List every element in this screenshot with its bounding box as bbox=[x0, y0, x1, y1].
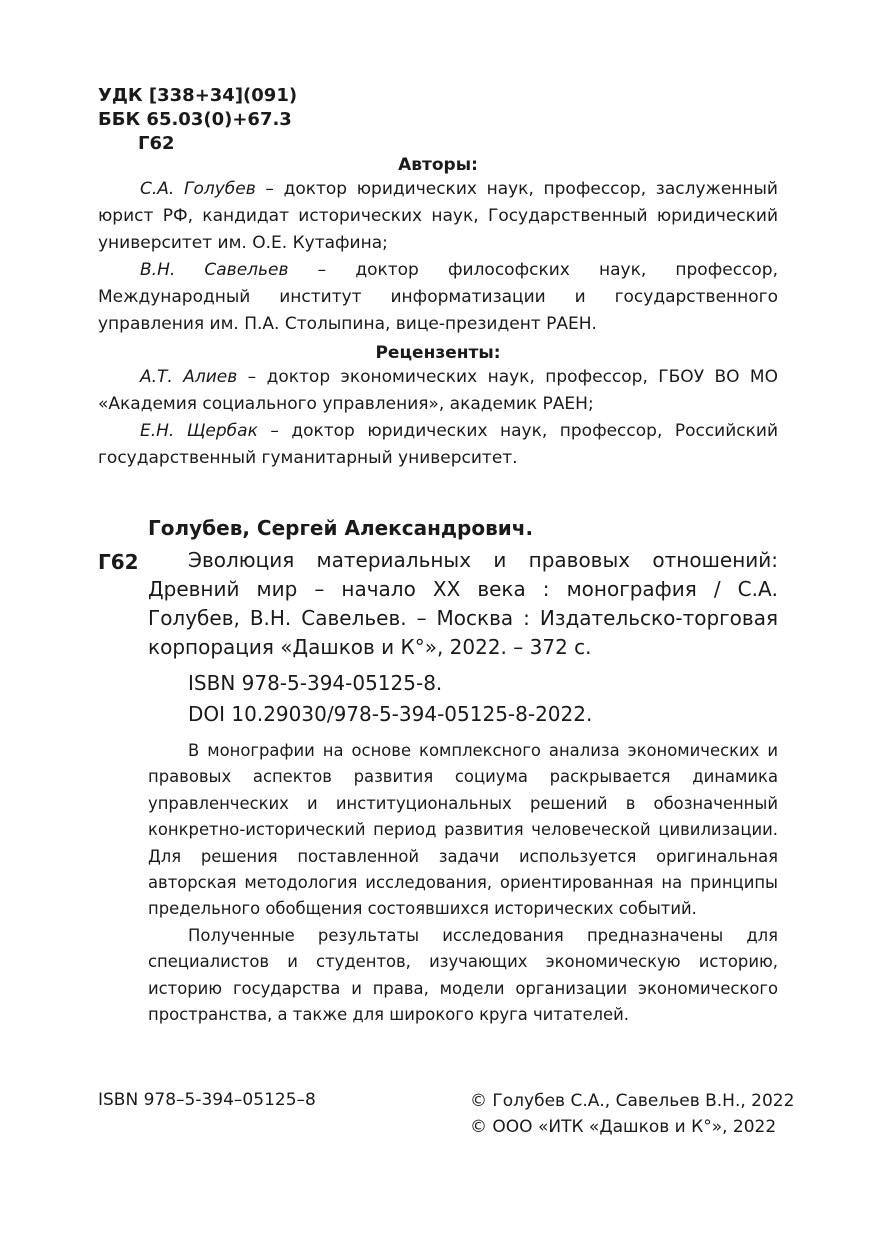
doi-line: DOI 10.29030/978-5-394-05125-8-2022. bbox=[188, 702, 593, 726]
reviewers-heading: Рецензенты: bbox=[375, 343, 501, 363]
annotation-paragraph: В монографии на основе комплексного анализа экономических и правовых аспектов развития социума раскрывается динамика управленческих и институциональных решений в обозначенный конкретно-исторический период развития человеческой цивилизации. Для решения поставленной задачи используется оригинальная авторская методология исследования, ориентированная на принципы предельного обобщения состоявшихся исторических событий. bbox=[148, 741, 778, 919]
reviewer-name: Е.Н. Щербак bbox=[140, 421, 258, 441]
author-description: – доктор юридических наук, профессор, заслуженный юрист РФ, кандидат исторических наук, Государственный юридический университет им. О.Е. Кутафина; bbox=[98, 179, 778, 253]
bibliographic-record bbox=[148, 546, 778, 730]
footer-isbn: ISBN 978–5-394–05125–8 bbox=[98, 1090, 316, 1110]
author-entry bbox=[98, 176, 778, 257]
annotation bbox=[148, 738, 778, 1028]
copyright-publisher: © ООО «ИТК «Дашков и К°», 2022 bbox=[470, 1117, 777, 1137]
author-name: С.А. Голубев bbox=[140, 179, 256, 199]
author-name: В.Н. Савельев bbox=[140, 260, 289, 280]
authors-section bbox=[98, 154, 778, 338]
reviewer-description: – доктор юридических наук, профессор, Российский государственный гуманитарный университет. bbox=[98, 421, 778, 468]
author-mark: Г62 bbox=[138, 133, 175, 154]
reviewer-entry bbox=[98, 364, 778, 418]
author-entry bbox=[98, 257, 778, 338]
author-description: – доктор философских наук, профессор, Международный институт информатизации и государственного управления им. П.А. Столыпина, вице-президент РАЕН. bbox=[98, 260, 778, 334]
classification-block bbox=[98, 84, 297, 156]
bibliographic-description: Эволюция материальных и правовых отношений: Древний мир – начало XX века : монография / С.А. Голубев, В.Н. Савельев. – Москва : Издательско-торговая корпорация «Дашков и К°», 2022. – 372 с. bbox=[148, 548, 778, 659]
identifiers bbox=[148, 668, 778, 730]
udk-code: УДК [338+34](091) bbox=[98, 85, 298, 106]
reviewer-description: – доктор экономических наук, профессор, ГБОУ ВО МО «Академия социального управления», академик РАЕН; bbox=[98, 367, 778, 414]
reviewers-section bbox=[98, 342, 778, 472]
reviewer-entry bbox=[98, 418, 778, 472]
copyright-block bbox=[470, 1088, 794, 1140]
authors-heading: Авторы: bbox=[398, 155, 478, 175]
copyright-authors: © Голубев С.А., Савельев В.Н., 2022 bbox=[470, 1091, 795, 1111]
isbn-line: ISBN 978-5-394-05125-8. bbox=[188, 671, 443, 695]
annotation-paragraph: Полученные результаты исследования предназначены для специалистов и студентов, изучающих экономическую историю, историю государства и права, модели организации экономического пространства, а также для широкого круга читателей. bbox=[148, 925, 778, 1025]
reviewer-name: А.Т. Алиев bbox=[140, 367, 238, 387]
bbk-code: ББК 65.03(0)+67.3 bbox=[98, 109, 292, 130]
main-author-heading: Голубев, Сергей Александрович. bbox=[148, 516, 534, 540]
record-author-mark: Г62 bbox=[98, 550, 139, 574]
